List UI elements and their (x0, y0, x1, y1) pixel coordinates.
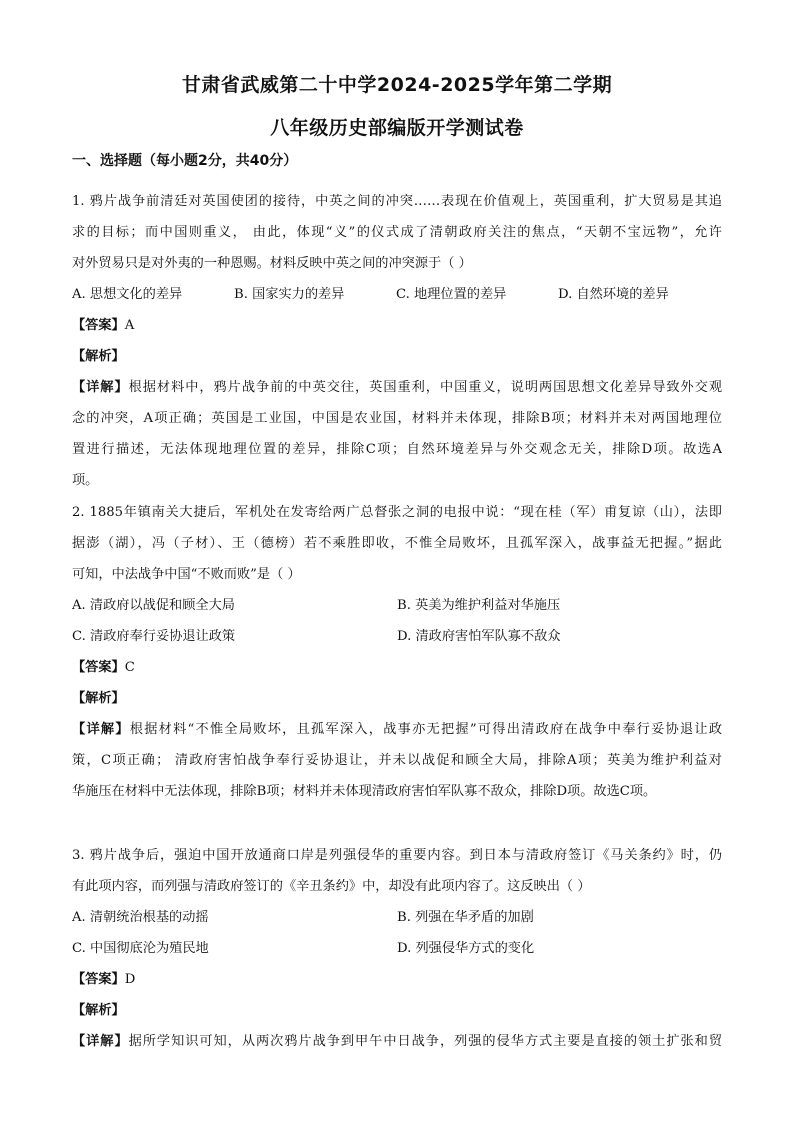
analysis-label: 【解析】 (72, 691, 125, 706)
question-2 (72, 497, 722, 807)
detail-text: 根据材料“不惟全局败坏，且孤军深入，战事亦无把握”可得出清政府在战争中奉行妥协退让政 (129, 722, 722, 737)
detail-line: 策，C项正确； 清政府害怕战争奉行妥协退让，并未以战促和顾全大局，排除A项；英美为维护利益对 (72, 753, 722, 768)
detail-label: 【详解】 (72, 1034, 129, 1049)
question-2-options-row1 (72, 590, 722, 621)
option-c: C. 清政府奉行妥协退让政策 (72, 629, 236, 644)
answer-value: D (124, 972, 136, 987)
answer-row (72, 652, 722, 683)
question-3 (72, 840, 722, 1057)
option-d: D. 自然环境的差异 (558, 287, 669, 302)
exam-title-line2: 八年级历史部编版开学测试卷 (270, 117, 524, 139)
detail-line: 置进行描述，无法体现地理位置的差异，排除C项；自然环境差异与外交观念无关，排除D项。故选A (72, 442, 722, 457)
option-b: B. 英美为维护利益对华施压 (397, 598, 561, 613)
answer-label: 【答案】 (72, 972, 125, 987)
option-b: B. 列强在华矛盾的加剧 (397, 910, 534, 925)
question-1-line: 对外贸易只是对外夷的一种恩赐。材料反映中英之间的冲突源于（ ） (72, 256, 472, 271)
question-2-line: 可知，中法战争中国“不败而败”是（ ） (72, 567, 301, 582)
option-d: D. 清政府害怕军队寡不敌众 (397, 629, 561, 644)
question-3-options-row1 (72, 902, 722, 933)
detail-line (72, 372, 722, 403)
answer-row (72, 310, 722, 341)
question-1-line: 1. 鸦片战争前清廷对英国使团的接待，中英之间的冲突……表现在价值观上，英国重利，扩大贸易是其追 (72, 194, 722, 209)
analysis-label: 【解析】 (72, 349, 125, 364)
detail-text: 根据材料中，鸦片战争前的中英交往，英国重利，中国重义，说明两国思想文化差异导致外交观 (128, 380, 722, 395)
answer-value: A (124, 318, 135, 333)
analysis-label: 【解析】 (72, 1003, 125, 1018)
question-3-line: 有此项内容，而列强与清政府签订的《辛丑条约》中，却没有此项内容了。这反映出（ ） (72, 879, 591, 894)
answer-label: 【答案】 (72, 660, 125, 675)
question-2-line: 据澎（湖），冯（子材）、王（德榜）若不乘胜即收，不惟全局败坏，且孤军深入，战事益无把握。”据此 (72, 536, 722, 551)
answer-value: C (124, 660, 135, 675)
exam-title-line1: 甘肃省武威第二十中学2024-2025学年第二学期 (181, 74, 613, 96)
option-d: D. 列强侵华方式的变化 (397, 941, 535, 956)
detail-line: 华施压在材料中无法体现，排除B项；材料并未体现清政府害怕军队寡不敌众，排除D项。故选C项。 (72, 784, 657, 799)
detail-line: 念的冲突，A项正确；英国是工业国，中国是农业国，材料并未体现，排除B项；材料并未对两国地理位 (72, 411, 722, 426)
option-c: C. 地理位置的差异 (396, 287, 507, 302)
section-heading: 一、选择题（每小题2分，共40分） (72, 153, 298, 169)
option-a: A. 思想文化的差异 (72, 287, 183, 302)
detail-label: 【详解】 (72, 380, 129, 395)
question-3-options-row2 (72, 933, 722, 964)
detail-line (72, 1026, 722, 1057)
option-a: A. 清朝统治根基的动摇 (72, 910, 209, 925)
question-2-options-row2 (72, 621, 722, 652)
detail-line (72, 714, 722, 745)
question-1-options (72, 279, 722, 310)
option-b: B. 国家实力的差异 (234, 287, 345, 302)
detail-text: 据所学知识可知，从两次鸦片战争到甲午中日战争，列强的侵华方式主要是直接的领土扩张和贸 (128, 1034, 722, 1049)
question-2-line: 2. 1885年镇南关大捷后，军机处在发寄给两广总督张之洞的电报中说：“现在桂（军）甫复谅（山），法即 (72, 505, 722, 520)
answer-row (72, 964, 722, 995)
question-1-line: 求的目标；而中国则重义， 由此，体现“义”的仪式成了清朝政府关注的焦点，“天朝不宝远物”，允许 (72, 225, 722, 240)
question-1 (72, 186, 722, 496)
detail-label: 【详解】 (72, 722, 130, 737)
option-c: C. 中国彻底沦为殖民地 (72, 941, 209, 956)
detail-line: 项。 (72, 473, 99, 488)
answer-label: 【答案】 (72, 318, 125, 333)
option-a: A. 清政府以战促和顾全大局 (72, 598, 235, 613)
question-3-line: 3. 鸦片战争后，强迫中国开放通商口岸是列强侵华的重要内容。到日本与清政府签订《马关条约》时，仍 (72, 848, 722, 863)
